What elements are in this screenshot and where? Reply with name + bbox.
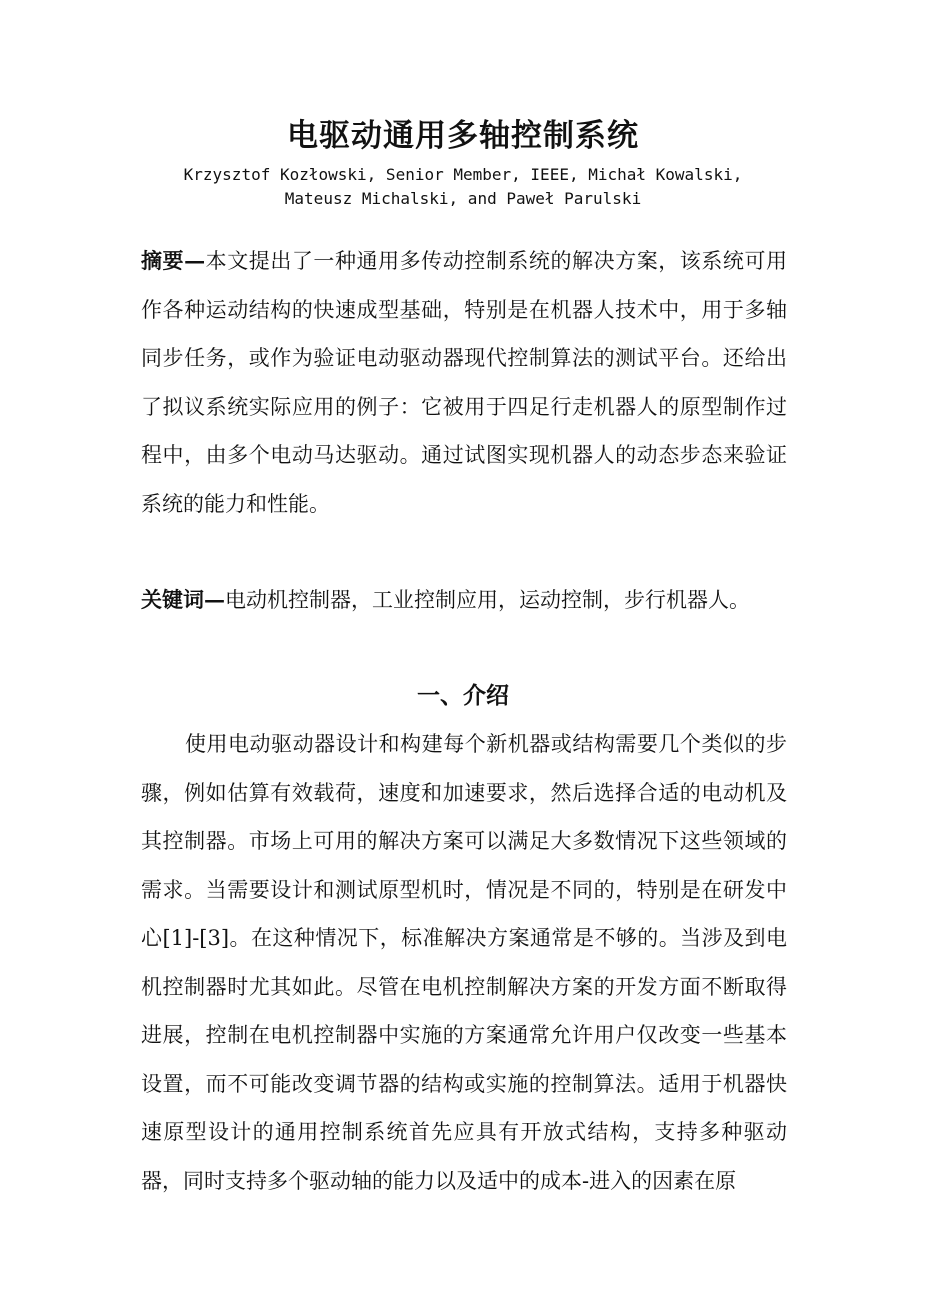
introduction-paragraph: 使用电动驱动器设计和构建每个新机器或结构需要几个类似的步骤，例如估算有效载荷，速度和加速要求，然后选择合适的电动机及其控制器。市场上可用的解决方案可以满足大多数情况下这些领域的需求。当需要设计和测试原型机时，情况是不同的，特别是在研发中心[1]-[3]。在这种情况下，标准解决方案通常是不够的。当涉及到电机控制器时尤其如此。尽管在电机控制解决方案的开发方面不断取得进展，控制在电机控制器中实施的方案通常允许用户仅改变一些基本设置，而不可能改变调节器的结构或实施的控制算法。适用于机器快速原型设计的通用控制系统首先应具有开放式结构，支持多种驱动器，同时支持多个驱动轴的能力以及适中的成本-进入的因素在原 bbox=[141, 732, 787, 1193]
paper-title: 电驱动通用多轴控制系统 bbox=[287, 118, 639, 154]
abstract-label: 摘要— bbox=[141, 248, 206, 273]
keywords-label: 关键词— bbox=[141, 587, 225, 612]
section-heading-introduction: 一、介绍 bbox=[417, 682, 509, 709]
abstract-paragraph bbox=[141, 237, 787, 528]
keywords-text: 电动机控制器，工业控制应用，运动控制，步行机器人。 bbox=[225, 588, 750, 612]
author-list: Krzysztof Kozłowski, Senior Member, IEEE, Michał Kowalski, Mateusz Michalski, and Paweł Parulski bbox=[183, 165, 743, 208]
abstract-text: 本文提出了一种通用多传动控制系统的解决方案，该系统可用作各种运动结构的快速成型基础，特别是在机器人技术中，用于多轴同步任务，或作为验证电动驱动器现代控制算法的测试平台。还给出了拟议系统实际应用的例子：它被用于四足行走机器人的原型制作过程中，由多个电动马达驱动。通过试图实现机器人的动态步态来验证系统的能力和性能。 bbox=[141, 249, 788, 516]
keywords-paragraph bbox=[141, 576, 787, 625]
